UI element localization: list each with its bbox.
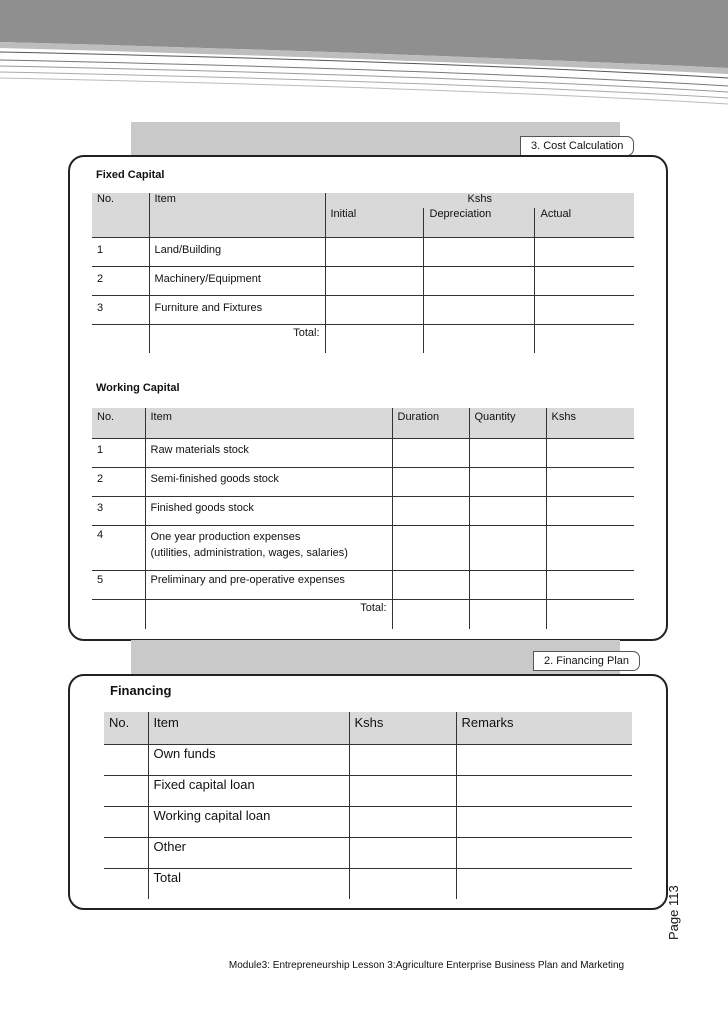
duration-cell[interactable] <box>392 438 469 467</box>
header-swoosh-decoration <box>0 0 728 115</box>
header-remarks: Remarks <box>456 712 632 744</box>
kshs-cell[interactable] <box>546 496 634 525</box>
depreciation-cell[interactable] <box>423 295 534 324</box>
remarks-cell[interactable] <box>456 868 632 899</box>
depreciation-cell[interactable] <box>423 237 534 266</box>
total-actual-cell[interactable] <box>534 324 634 353</box>
row-item: Fixed capital loan <box>148 775 349 806</box>
table-row <box>92 237 634 266</box>
header-duration: Duration <box>392 408 469 438</box>
header-item: Item <box>148 712 349 744</box>
table-subheader-row <box>92 208 634 237</box>
actual-cell[interactable] <box>534 295 634 324</box>
row-item: Working capital loan <box>148 806 349 837</box>
total-row <box>104 868 632 899</box>
header-kshs: Kshs <box>349 712 456 744</box>
working-capital-table <box>92 408 634 629</box>
financing-panel <box>68 674 668 910</box>
remarks-cell[interactable] <box>456 837 632 868</box>
row-item: Semi-finished goods stock <box>145 467 392 496</box>
actual-cell[interactable] <box>534 237 634 266</box>
row-number: 1 <box>92 438 145 467</box>
table-row <box>92 266 634 295</box>
kshs-cell[interactable] <box>546 525 634 570</box>
table-row <box>92 525 634 570</box>
table-row <box>92 496 634 525</box>
header-no: No. <box>104 712 148 744</box>
kshs-cell[interactable] <box>349 806 456 837</box>
row-item: Machinery/Equipment <box>149 266 325 295</box>
table-row <box>92 438 634 467</box>
kshs-cell[interactable] <box>546 467 634 496</box>
header-depreciation: Depreciation <box>423 208 534 237</box>
total-duration-cell[interactable] <box>392 599 469 629</box>
kshs-cell[interactable] <box>349 744 456 775</box>
row-item-line-2: (utilities, administration, wages, salaries) <box>150 546 348 559</box>
working-capital-title: Working Capital <box>96 382 180 394</box>
row-item: Raw materials stock <box>145 438 392 467</box>
fixed-capital-title: Fixed Capital <box>96 169 165 181</box>
kshs-cell[interactable] <box>349 775 456 806</box>
fixed-capital-table <box>92 193 634 353</box>
quantity-cell[interactable] <box>469 525 546 570</box>
kshs-cell[interactable] <box>349 868 456 899</box>
kshs-cell[interactable] <box>546 438 634 467</box>
row-item: Finished goods stock <box>145 496 392 525</box>
quantity-cell[interactable] <box>469 570 546 599</box>
quantity-cell[interactable] <box>469 496 546 525</box>
row-item: Preliminary and pre-operative expenses <box>145 570 392 599</box>
table-row <box>104 837 632 868</box>
total-row <box>92 324 634 353</box>
table-row <box>92 467 634 496</box>
row-item: Own funds <box>148 744 349 775</box>
cost-calculation-tab: 3. Cost Calculation <box>520 136 634 156</box>
table-row <box>104 806 632 837</box>
row-item: Furniture and Fixtures <box>149 295 325 324</box>
table-row <box>92 295 634 324</box>
cost-calculation-panel <box>68 155 668 641</box>
table-header-row <box>92 408 634 438</box>
depreciation-cell[interactable] <box>423 266 534 295</box>
header-kshs: Kshs <box>546 408 634 438</box>
initial-cell[interactable] <box>325 237 423 266</box>
financing-plan-tab: 2. Financing Plan <box>533 651 640 671</box>
header-actual: Actual <box>534 208 634 237</box>
row-item <box>145 525 392 570</box>
table-row <box>92 570 634 599</box>
row-number: 2 <box>92 467 145 496</box>
row-item: Total <box>148 868 349 899</box>
remarks-cell[interactable] <box>456 744 632 775</box>
header-no: No. <box>92 193 149 208</box>
kshs-cell[interactable] <box>349 837 456 868</box>
remarks-cell[interactable] <box>456 806 632 837</box>
remarks-cell[interactable] <box>456 775 632 806</box>
row-number: 3 <box>92 496 145 525</box>
header-item: Item <box>145 408 392 438</box>
duration-cell[interactable] <box>392 496 469 525</box>
total-depreciation-cell[interactable] <box>423 324 534 353</box>
kshs-cell[interactable] <box>546 570 634 599</box>
total-label: Total: <box>145 599 392 629</box>
header-quantity: Quantity <box>469 408 546 438</box>
table-header-row <box>104 712 632 744</box>
actual-cell[interactable] <box>534 266 634 295</box>
duration-cell[interactable] <box>392 467 469 496</box>
header-no: No. <box>92 408 145 438</box>
duration-cell[interactable] <box>392 525 469 570</box>
financing-title: Financing <box>110 683 172 698</box>
row-number: 1 <box>92 237 149 266</box>
table-header-row <box>92 193 634 208</box>
header-initial: Initial <box>325 208 423 237</box>
row-item: Other <box>148 837 349 868</box>
row-number: 4 <box>92 525 145 570</box>
row-item-line-1: One year production expenses <box>150 530 301 543</box>
quantity-cell[interactable] <box>469 438 546 467</box>
total-row <box>92 599 634 629</box>
financing-table <box>104 712 632 899</box>
initial-cell[interactable] <box>325 295 423 324</box>
total-quantity-cell[interactable] <box>469 599 546 629</box>
row-item: Land/Building <box>149 237 325 266</box>
page-number: Page 113 <box>666 885 681 940</box>
total-initial-cell[interactable] <box>325 324 423 353</box>
quantity-cell[interactable] <box>469 467 546 496</box>
header-item: Item <box>149 193 325 208</box>
row-number: 2 <box>92 266 149 295</box>
header-kshs: Kshs <box>325 193 634 208</box>
table-row <box>104 744 632 775</box>
row-number: 3 <box>92 295 149 324</box>
total-label: Total: <box>149 324 325 353</box>
footer-text: Module3: Entrepreneurship Lesson 3:Agriculture Enterprise Business Plan and Marketing <box>228 960 625 971</box>
total-kshs-cell[interactable] <box>546 599 634 629</box>
row-number: 5 <box>92 570 145 599</box>
duration-cell[interactable] <box>392 570 469 599</box>
initial-cell[interactable] <box>325 266 423 295</box>
table-row <box>104 775 632 806</box>
